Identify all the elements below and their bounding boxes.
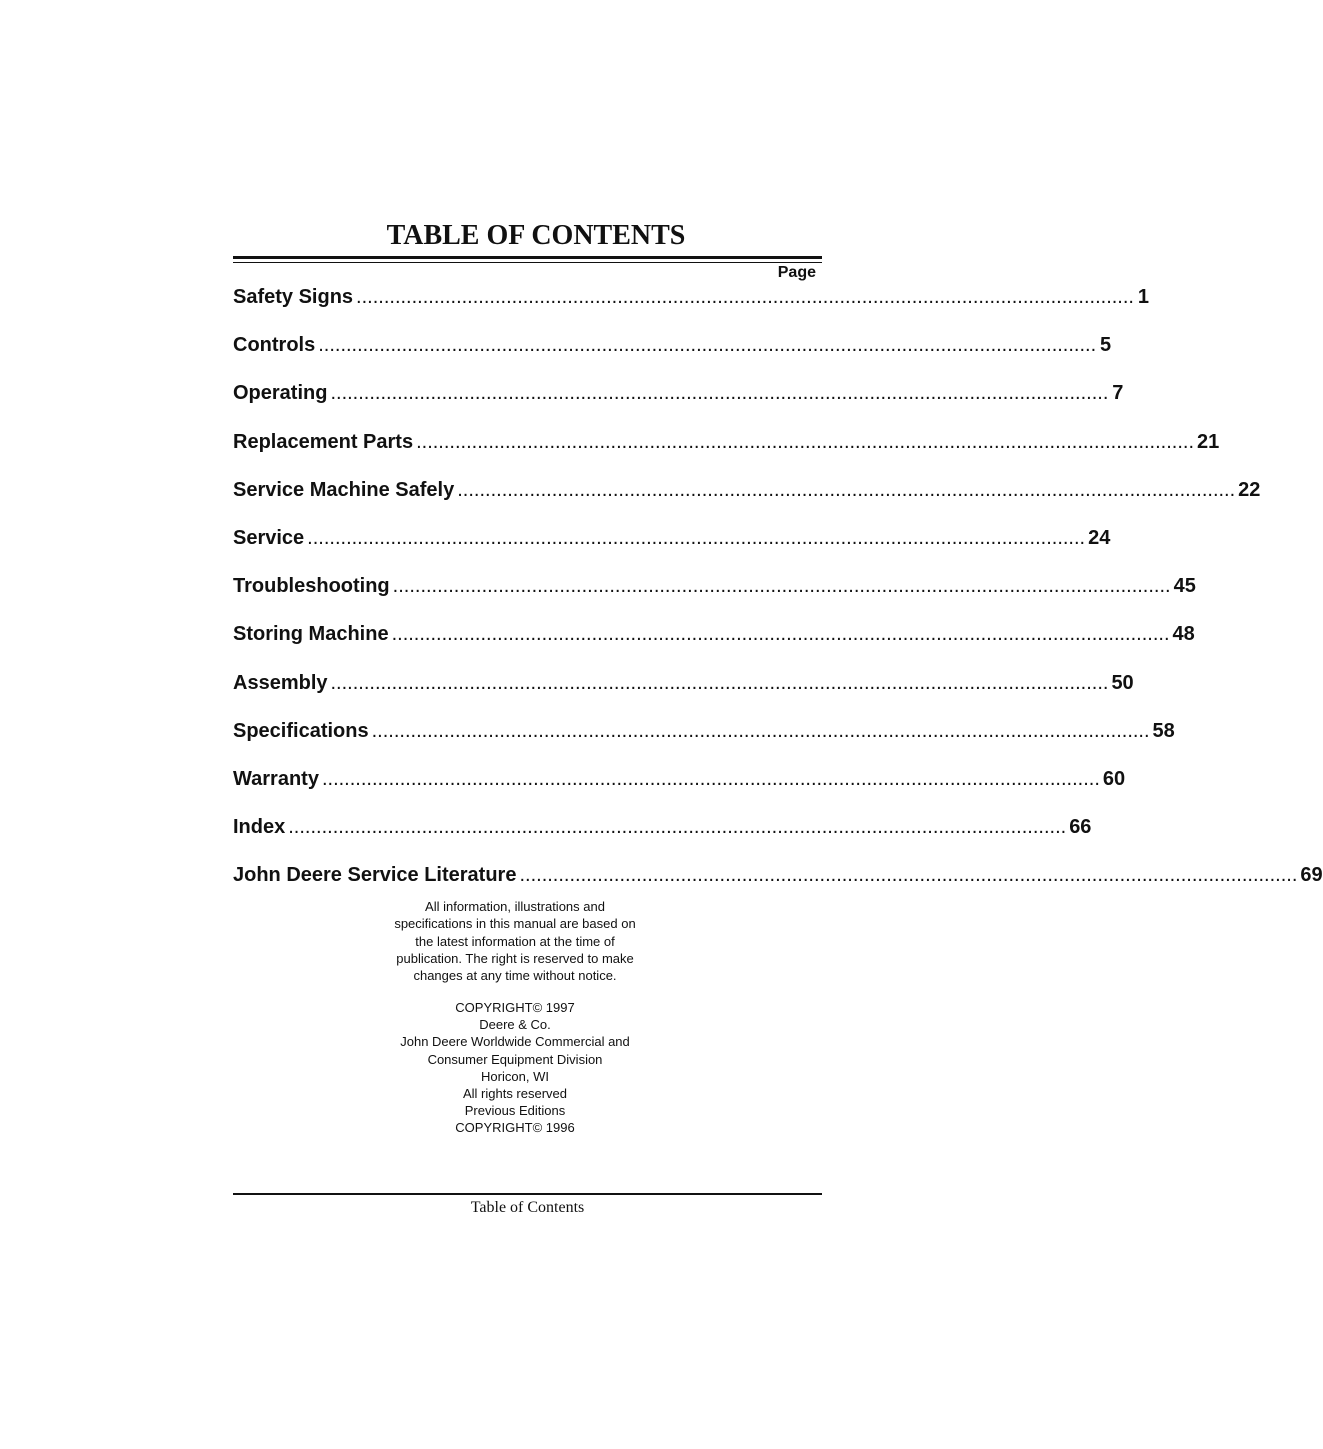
dot-leader: ............................................................................................................................................ [371,719,1150,742]
dot-leader: ............................................................................................................................................ [307,526,1086,549]
notice-line: All information, illustrations and [425,899,605,914]
copyright-line: All rights reserved [462,1086,568,1102]
toc-entry-storing-machine[interactable] [233,620,1195,668]
copyright-line: Deere & Co. [479,1017,551,1033]
dot-leader: ............................................................................................................................................ [288,816,1067,839]
page-title: TABLE OF CONTENTS [386,220,686,251]
dot-leader: ............................................................................................................................................ [391,623,1170,646]
toc-entry-page: 5 [1100,334,1112,357]
dot-leader: ............................................................................................................................................ [330,382,1109,405]
toc-entry-page: 66 [1069,816,1092,839]
copyright-line: COPYRIGHT© 1996 [455,1120,575,1136]
toc-entry-page: 22 [1238,478,1261,501]
copyright-line: Previous Editions [464,1103,566,1119]
toc-entry-troubleshooting[interactable] [233,572,1196,620]
copyright-line: John Deere Worldwide Commercial and [400,1034,630,1050]
dot-leader: ............................................................................................................................................ [457,478,1236,501]
toc-entry-label: Controls [233,334,316,357]
disclaimer-notice [365,898,665,984]
toc-entry-label: Safety Signs [233,286,354,308]
page-column-label: Page [777,264,816,281]
toc-entry-assembly[interactable] [233,669,1134,717]
toc-entry-page: 7 [1112,382,1124,405]
toc-entry-label: Replacement Parts [233,430,414,453]
toc-entry-label: Specifications [233,719,369,742]
toc-entry-page: 24 [1088,526,1111,549]
title-rule-thick [233,256,822,259]
toc-entry-label: Storing Machine [233,623,389,646]
toc-entry-index[interactable] [233,813,1092,861]
toc-entry-safety-signs[interactable] [233,283,1149,331]
dot-leader: ............................................................................................................................................ [330,671,1109,694]
toc-entry-service-machine-safely[interactable] [233,476,1261,524]
toc-entry-label: Service Machine Safely [233,478,455,501]
toc-entry-page: 21 [1197,430,1220,453]
toc-entry-label: Operating [233,382,328,405]
notice-line: specifications in this manual are based on [394,916,636,932]
toc-entry-label: Index [233,816,286,839]
toc-entry-service[interactable] [233,524,1111,572]
dot-leader: ............................................................................................................................................ [519,864,1298,887]
dot-leader: ............................................................................................................................................ [356,286,1134,308]
toc-entry-controls[interactable] [233,331,1112,379]
toc-entry-page: 45 [1173,575,1196,598]
toc-entry-label: Service [233,526,305,549]
footer-rule [233,1193,822,1195]
toc-entry-replacement-parts[interactable] [233,428,1220,476]
dot-leader: ............................................................................................................................................ [416,430,1195,453]
toc-entry-operating[interactable] [233,379,1124,427]
toc-entry-label: John Deere Service Literature [233,864,517,887]
toc-entry-page: 1 [1137,286,1149,308]
toc-entry-page: 50 [1111,671,1134,694]
notice-line: the latest information at the time of [415,933,615,949]
toc-entry-page: 69 [1300,864,1323,887]
copyright-line: Horicon, WI [481,1068,549,1084]
notice-line: publication. The right is reserved to make [396,950,634,966]
toc-list [233,283,1323,909]
toc-entry-label: Warranty [233,767,319,790]
copyright-line: COPYRIGHT© 1997 [455,1000,575,1015]
copyright-block [365,999,665,1137]
dot-leader: ............................................................................................................................................ [321,767,1100,790]
toc-entry-label: Assembly [233,671,328,694]
toc-entry-warranty[interactable] [233,765,1126,813]
copyright-line: Consumer Equipment Division [427,1051,603,1067]
dot-leader: ............................................................................................................................................ [318,334,1097,357]
title-rule-thin [233,262,822,263]
toc-entry-page: 48 [1172,623,1195,646]
footer-text: Table of Contents [470,1199,585,1216]
toc-entry-label: Troubleshooting [233,575,390,598]
toc-entry-page: 60 [1102,767,1126,790]
toc-entry-page: 58 [1152,719,1175,742]
notice-line: changes at any time without notice. [413,968,617,984]
dot-leader: ............................................................................................................................................ [392,575,1171,598]
toc-entry-specifications[interactable] [233,717,1175,765]
